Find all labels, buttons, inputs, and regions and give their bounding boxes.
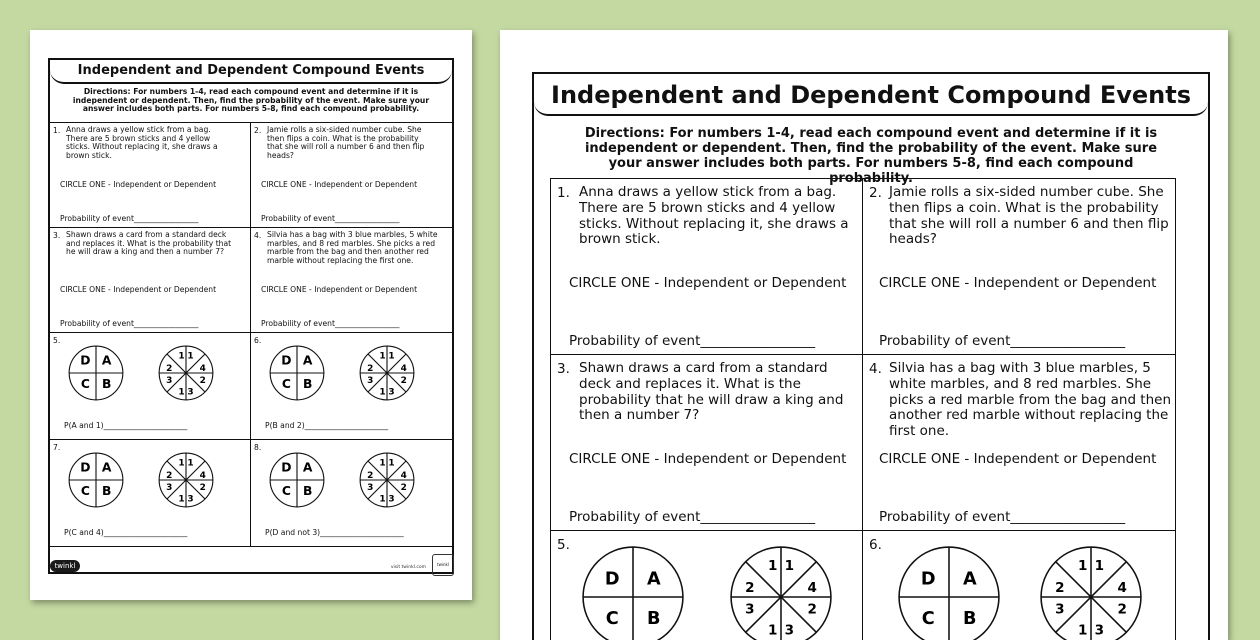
circle-one-label[interactable]: CIRCLE ONE - Independent or Dependent <box>261 180 418 189</box>
spinner-number: 1 <box>178 387 185 398</box>
spinner-number: 3 <box>1094 622 1105 639</box>
circle-one-label[interactable]: CIRCLE ONE - Independent or Dependent <box>60 180 217 189</box>
probability-field[interactable]: Probability of event_________________ <box>60 214 199 223</box>
spinner-cell-8 <box>251 440 452 547</box>
spinner-cell-6 <box>863 531 1175 640</box>
spinner-number: 1 <box>767 622 778 639</box>
letter-spinner <box>269 345 325 401</box>
spinner-letter: B <box>302 377 313 392</box>
question-text: Anna draws a yellow stick from a bag. There are 5 brown sticks and 4 yellow sticks. Without replacing it, she draws a brown stick. <box>66 125 218 161</box>
question-text: Shawn draws a card from a standard deck and replaces it. What is the probability that he will draw a king and then a number 7? <box>579 360 844 424</box>
spinner-number: 3 <box>367 483 374 494</box>
probability-field[interactable]: Probability of event_________________ <box>879 509 1126 525</box>
letter-spinner <box>269 452 325 508</box>
question-number: 1. <box>53 126 61 135</box>
spinner-letter: C <box>281 377 291 392</box>
spinner-number: 1 <box>784 557 795 574</box>
spinner-number: 2 <box>166 470 173 481</box>
question-number: 5. <box>557 537 570 553</box>
question-text: Anna draws a yellow stick from a bag. There are 5 brown sticks and 4 yellow sticks. Without replacing it, she draws a brown stick. <box>579 184 849 248</box>
question-cell-4 <box>863 355 1175 531</box>
circle-one-label[interactable]: CIRCLE ONE - Independent or Dependent <box>569 275 847 291</box>
circle-one-label[interactable]: CIRCLE ONE - Independent or Dependent <box>879 451 1157 467</box>
directions-text: Directions: For numbers 1-4, read each compound event and determine if it is independent or dependent. Then, find the probability of the event. Make sure your answer includes both parts. For numbers 5-8, find each compound probability. <box>584 126 1158 186</box>
question-text: Jamie rolls a six-sided number cube. She then flips a coin. What is the probability that she will roll a number 6 and then flip heads? <box>889 184 1169 248</box>
spinner-letter: D <box>920 569 936 590</box>
spinner-number: 3 <box>388 494 395 505</box>
spinner-number: 3 <box>745 601 755 618</box>
letter-spinner <box>581 545 685 640</box>
probability-label: Probability of event <box>879 509 1011 525</box>
question-number: 5. <box>53 336 61 345</box>
spinner-number: 1 <box>178 351 185 362</box>
question-number: 6. <box>254 336 262 345</box>
spinner-letter: A <box>101 353 112 368</box>
spinner-number: 2 <box>199 376 206 387</box>
spinner-number: 1 <box>379 351 386 362</box>
spinner-number: 3 <box>187 387 194 398</box>
spinner-number: 4 <box>199 470 206 481</box>
spinner-letter: B <box>647 609 661 630</box>
question-cell-3 <box>50 228 251 333</box>
question-number: 7. <box>53 443 61 452</box>
spinner-number: 1 <box>767 557 778 574</box>
circle-one-label[interactable]: CIRCLE ONE - Independent or Dependent <box>60 285 217 294</box>
spinner-letter: C <box>80 377 90 392</box>
letter-spinner <box>68 452 124 508</box>
circle-one-label[interactable]: CIRCLE ONE - Independent or Dependent <box>261 285 418 294</box>
circle-one-label[interactable]: CIRCLE ONE - Independent or Dependent <box>569 451 847 467</box>
spinner-number: 1 <box>379 458 386 469</box>
probability-label: Probability of event <box>60 319 134 328</box>
probability-label: Probability of event <box>569 333 701 349</box>
worksheet-frame <box>532 72 1210 640</box>
question-number: 1. <box>557 185 570 201</box>
question-number: 4. <box>869 361 882 377</box>
spinner-number: 4 <box>199 363 206 374</box>
spinner-letter: A <box>302 353 313 368</box>
question-cell-2 <box>863 179 1175 355</box>
twinkl-logo: twinkl <box>50 560 80 572</box>
probability-field[interactable]: Probability of event_________________ <box>569 509 816 525</box>
footer-url: visit twinkl.com <box>390 565 426 570</box>
spinner-letter: A <box>101 460 112 475</box>
spinner-number: 2 <box>1117 601 1127 618</box>
spinner-number: 3 <box>187 494 194 505</box>
letter-spinner <box>68 345 124 401</box>
answer-field[interactable]: P(D and not 3)______________________ <box>265 528 404 537</box>
spinner-cell-5 <box>50 333 251 440</box>
question-number: 4. <box>254 231 262 240</box>
spinner-letter: D <box>604 569 620 590</box>
spinner-letter: A <box>646 569 661 590</box>
spinner-number: 2 <box>745 579 755 596</box>
spinner-letter: C <box>605 609 619 630</box>
spinner-letter: B <box>101 377 112 392</box>
answer-field[interactable]: P(A and 1)______________________ <box>64 421 188 430</box>
twinkl-badge-icon: twinkl <box>432 554 454 576</box>
worksheet-title: Independent and Dependent Compound Events <box>534 74 1208 116</box>
spinner-number: 1 <box>388 458 395 469</box>
spinner-number: 4 <box>400 363 407 374</box>
number-spinner <box>158 452 214 508</box>
spinner-letter: B <box>302 484 313 499</box>
spinner-letter: C <box>921 609 935 630</box>
spinner-number: 2 <box>400 483 407 494</box>
spinner-number: 3 <box>1055 601 1065 618</box>
spinner-letter: B <box>963 609 977 630</box>
question-cell-4 <box>251 228 452 333</box>
probability-field[interactable]: Probability of event_________________ <box>879 333 1126 349</box>
spinner-number: 1 <box>178 458 185 469</box>
spinner-number: 2 <box>1055 579 1065 596</box>
spinner-number: 4 <box>400 470 407 481</box>
spinner-number: 2 <box>367 470 374 481</box>
spinner-number: 2 <box>807 601 817 618</box>
probability-label: Probability of event <box>261 214 335 223</box>
spinner-letter: C <box>80 484 90 499</box>
number-spinner <box>359 345 415 401</box>
question-number: 8. <box>254 443 262 452</box>
spinner-number: 1 <box>187 458 194 469</box>
spinner-letter: D <box>80 460 91 475</box>
probability-field[interactable]: Probability of event_________________ <box>569 333 816 349</box>
letter-spinner <box>897 545 1001 640</box>
probability-field[interactable]: Probability of event_________________ <box>261 319 400 328</box>
spinner-cell-7 <box>50 440 251 547</box>
answer-label: P(B and 2) <box>265 421 305 430</box>
spinner-number: 3 <box>784 622 795 639</box>
worksheet-zoomed <box>500 30 1228 640</box>
question-cell-2 <box>251 123 452 228</box>
answer-label: P(C and 4) <box>64 528 104 537</box>
question-cell-1 <box>551 179 863 355</box>
question-number: 2. <box>254 126 262 135</box>
question-cell-3 <box>551 355 863 531</box>
spinner-letter: D <box>281 353 292 368</box>
spinner-letter: C <box>281 484 291 499</box>
spinner-cell-5 <box>551 531 863 640</box>
spinner-number: 1 <box>379 494 386 505</box>
question-number: 3. <box>53 231 61 240</box>
question-grid <box>50 122 452 573</box>
spinner-cell-6 <box>251 333 452 440</box>
number-spinner <box>359 452 415 508</box>
number-spinner <box>729 545 833 640</box>
spinner-letter: D <box>281 460 292 475</box>
spinner-letter: B <box>101 484 112 499</box>
question-text: Shawn draws a card from a standard deck and replaces it. What is the probability that he will draw a king and then a number 7? <box>66 230 232 257</box>
spinner-number: 4 <box>807 579 817 596</box>
spinner-number: 3 <box>166 376 173 387</box>
spinner-number: 1 <box>379 387 386 398</box>
answer-label: P(D and not 3) <box>265 528 321 537</box>
probability-label: Probability of event <box>879 333 1011 349</box>
number-spinner <box>158 345 214 401</box>
spinner-number: 2 <box>166 363 173 374</box>
question-text: Silvia has a bag with 3 blue marbles, 5 white marbles, and 8 red marbles. She picks a red marble from the bag and then another red marble without replacing the first one. <box>889 360 1172 440</box>
number-spinner <box>1039 545 1143 640</box>
probability-field[interactable]: Probability of event_________________ <box>261 214 400 223</box>
spinner-number: 1 <box>1077 557 1088 574</box>
question-text: Silvia has a bag with 3 blue marbles, 5 white marbles, and 8 red marbles. She picks a red marble from the bag and then another red marble without replacing the first one. <box>267 230 438 266</box>
spinner-number: 4 <box>1117 579 1127 596</box>
answer-field[interactable]: P(B and 2)______________________ <box>265 421 389 430</box>
circle-one-label[interactable]: CIRCLE ONE - Independent or Dependent <box>879 275 1157 291</box>
spinner-number: 1 <box>187 351 194 362</box>
spinner-number: 1 <box>1077 622 1088 639</box>
spinner-number: 2 <box>400 376 407 387</box>
spinner-letter: A <box>962 569 977 590</box>
spinner-number: 2 <box>199 483 206 494</box>
spinner-number: 1 <box>178 494 185 505</box>
probability-label: Probability of event <box>261 319 335 328</box>
spinner-letter: D <box>80 353 91 368</box>
spinner-number: 2 <box>367 363 374 374</box>
answer-label: P(A and 1) <box>64 421 104 430</box>
probability-label: Probability of event <box>569 509 701 525</box>
probability-field[interactable]: Probability of event_________________ <box>60 319 199 328</box>
spinner-number: 3 <box>367 376 374 387</box>
directions-text: Directions: For numbers 1-4, read each compound event and determine if it is independent or dependent. Then, find the probability of the event. Make sure your answer includes both parts. For numbers 5-8, find each compound probability. <box>72 87 430 114</box>
question-cell-1 <box>50 123 251 228</box>
question-number: 6. <box>869 537 882 553</box>
question-number: 2. <box>869 185 882 201</box>
worksheet-frame <box>48 58 454 574</box>
spinner-number: 3 <box>388 387 395 398</box>
probability-label: Probability of event <box>60 214 134 223</box>
question-number: 3. <box>557 361 570 377</box>
question-text: Jamie rolls a six-sided number cube. She then flips a coin. What is the probability that she will roll a number 6 and then flip heads? <box>267 125 425 161</box>
spinner-number: 1 <box>1094 557 1105 574</box>
worksheet-title: Independent and Dependent Compound Events <box>50 60 452 84</box>
worksheet-thumbnail <box>30 30 472 600</box>
spinner-letter: A <box>302 460 313 475</box>
answer-field[interactable]: P(C and 4)______________________ <box>64 528 188 537</box>
spinner-number: 3 <box>166 483 173 494</box>
spinner-number: 1 <box>388 351 395 362</box>
question-grid <box>550 178 1176 640</box>
